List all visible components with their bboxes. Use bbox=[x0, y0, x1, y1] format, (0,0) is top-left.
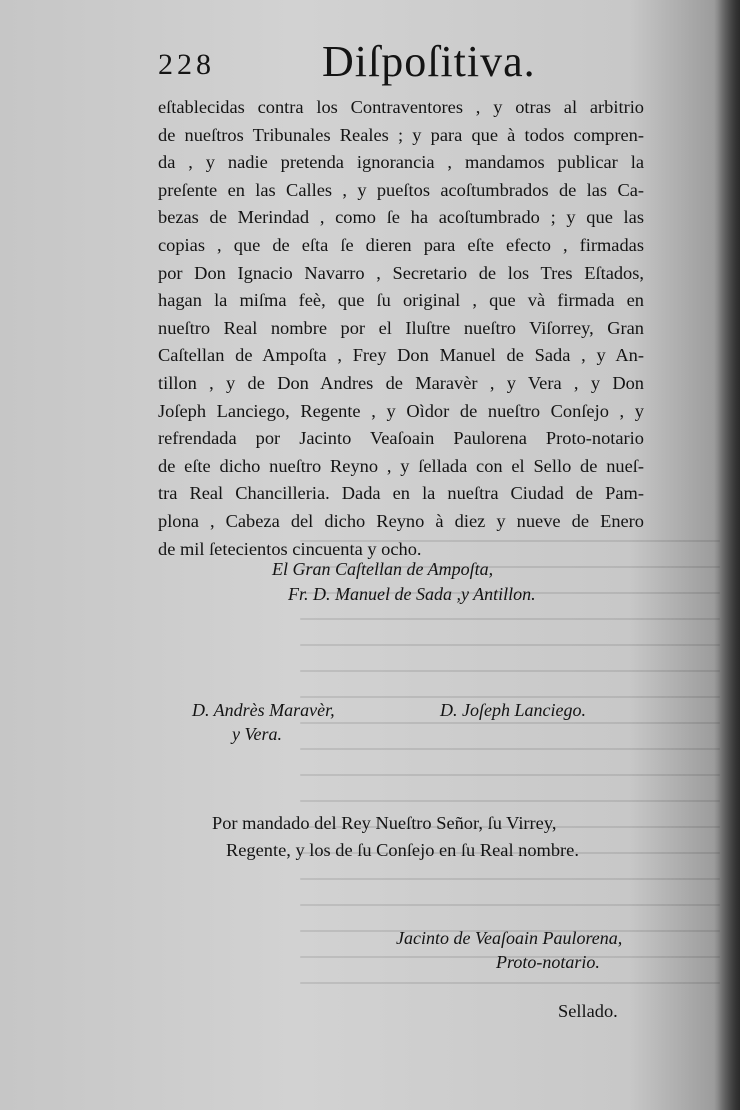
show-through-texture bbox=[300, 540, 720, 1060]
book-gutter-shadow bbox=[714, 0, 740, 1110]
body-line: da , y nadie pretenda ignorancia , mandamos publicar la bbox=[158, 152, 644, 173]
body-line: tra Real Chancilleria. Dada en la nueſtra Ciudad de Pam- bbox=[158, 483, 644, 504]
page-header bbox=[158, 36, 558, 86]
body-line: Joſeph Lanciego, Regente , y Oìdor de nueſtro Conſejo , y bbox=[158, 400, 644, 421]
body-line: eſtablecidas contra los Contraventores , y otras al arbitrio bbox=[158, 97, 644, 117]
mandate-line: Por mandado del Rey Nueſtro Señor, ſu Virrey, bbox=[212, 813, 557, 833]
body-paragraph bbox=[158, 94, 644, 563]
signature-maraver-surname: y Vera. bbox=[232, 724, 282, 744]
body-line: copias , que de eſta ſe dieren para eſte efecto , firmadas bbox=[158, 234, 644, 255]
body-line: plona , Cabeza del dicho Reyno à diez y nueve de Enero bbox=[158, 510, 644, 531]
body-line: por Don Ignacio Navarro , Secretario de los Tres Eſtados, bbox=[158, 262, 644, 283]
body-line: Caſtellan de Ampoſta , Frey Don Manuel de Sada , y An- bbox=[158, 345, 644, 366]
body-line: tillon , y de Don Andres de Maravèr , y Vera , y Don bbox=[158, 372, 644, 393]
body-line: hagan la miſma feè, que ſu original , que và firmada en bbox=[158, 290, 644, 311]
body-line: preſente en las Calles , y pueſtos acoſtumbrados de las Ca- bbox=[158, 179, 644, 200]
signature-castellan-name: Fr. D. Manuel de Sada ,y Antillon. bbox=[288, 584, 536, 604]
body-line: nueſtro Real nombre por el Iluſtre nueſtro Viſorrey, Gran bbox=[158, 317, 644, 338]
running-title: Diſpoſitiva. bbox=[322, 37, 536, 86]
body-line: de nueſtros Tribunales Reales ; y para que à todos compren- bbox=[158, 124, 644, 145]
body-line: de eſte dicho nueſtro Reyno , y ſellada con el Sello de nueſ- bbox=[158, 455, 644, 476]
signature-veasoain-name: Jacinto de Veaſoain Paulorena, bbox=[396, 928, 623, 948]
signature-castellan-title: El Gran Caſtellan de Ampoſta, bbox=[272, 559, 494, 579]
signature-maraver-name: D. Andrès Maravèr, bbox=[192, 700, 335, 720]
mandate-line: Regente, y los de ſu Conſejo en ſu Real nombre. bbox=[226, 840, 579, 860]
signature-veasoain-title: Proto-notario. bbox=[496, 952, 600, 972]
body-line: refrendada por Jacinto Veaſoain Paulorena Proto-notario bbox=[158, 428, 644, 449]
signature-lanciego: D. Joſeph Lanciego. bbox=[440, 700, 586, 720]
page-number: 228 bbox=[158, 48, 215, 81]
body-line: de mil ſetecientos cincuenta y ocho. bbox=[158, 538, 422, 559]
body-line: bezas de Merindad , como ſe ha acoſtumbrado ; y que las bbox=[158, 207, 644, 228]
sealed-note: Sellado. bbox=[558, 1001, 618, 1021]
